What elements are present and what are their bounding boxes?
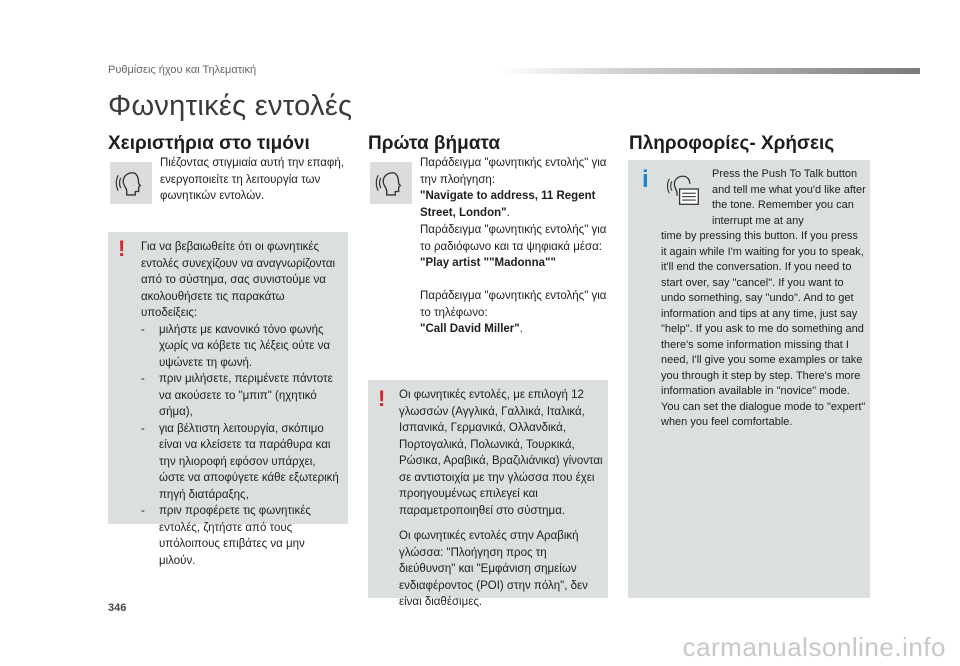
example-phone-text: Παράδειγμα "φωνητικής εντολής" για το τηλέφωνο: [420, 290, 607, 319]
col1-title: Χειριστήρια στο τιμόνι [108, 133, 310, 154]
example-media-command: "Play artist ""Madonna"" [420, 257, 556, 269]
languages-note: Οι φωνητικές εντολές, με επιλογή 12 γλωσσών (Αγγλικά, Γαλλικά, Ιταλικά, Ισπανικά, Γερμανικά, Ολλανδικά, Πορτογαλικά, Πολωνικά, Τουρκικά, Ρώσικα, Αραβικά, Βραζιλιάνικα) γίνονται σε αντιστοιχία με την γλώσσα που έχει προηγουμένως επιλεγεί και παραμετροποιηθεί στο σύστημα. [399, 389, 603, 517]
info-text-head: Press the Push To Talk button and tell me what you'd like after the tone. Remember you can interrupt me at any [712, 168, 866, 227]
list-item: - μιλήστε με κανονικό τόνο φωνής χωρίς να κόβετε τις λέξεις ούτε να υψώνετε τη φωνή. [141, 322, 341, 372]
list-item: - για βέλτιστη λειτουργία, σκόπιμο είναι να κλείσετε τα παράθυρα και την ηλιοροφή εφόσον υπάρχει, ώστε να αποφύγετε κάθε εξωτερική πηγή διατάραξης, [141, 421, 341, 504]
col2-warning-content [399, 387, 603, 611]
example-navigation-command: "Navigate to address, 11 Regent Street, London" [420, 190, 596, 219]
col1-warning-intro: Για να βεβαιωθείτε ότι οι φωνητικές εντολές συνεχίζουν να αναγνωρίζονται από το σύστημα, σας συνιστούμε να ακολουθήσετε τις παρακάτω υποδείξεις: [141, 241, 336, 319]
example-navigation: Παράδειγμα "φωνητικής εντολής" για την πλοήγηση: "Navigate to address, 11 Regent Street, London". [420, 155, 610, 221]
speaking-head-icon [114, 166, 148, 200]
example-phone-command: "Call David Miller" [420, 323, 520, 335]
voice-command-icon [110, 162, 152, 204]
voice-command-icon [370, 162, 412, 204]
info-icon: i [642, 166, 649, 193]
warning-exclamation-icon: ! [118, 236, 126, 261]
list-item: - πριν προφέρετε τις φωνητικές εντολές, ζητήστε από τους υπόλοιπους επιβάτες να μην μιλούν. [141, 503, 341, 569]
speaking-head-screen-icon [666, 172, 700, 206]
section-header: Ρυθμίσεις ήχου και Τηλεματική [108, 64, 257, 76]
header-divider-bar [500, 68, 920, 74]
col1-intro-text: Πιέζοντας στιγμιαία αυτή την επαφή, ενεργοποιείτε τη λειτουργία των φωνητικών εντολών. [160, 157, 344, 202]
arabic-note: Οι φωνητικές εντολές στην Αραβική γλώσσα: "Πλοήγηση προς τη διεύθυνση" και "Εμφάνιση σημείων ενδιαφέροντος (POI) στην πόλη", δεν είναι διαθέσιμες. [399, 530, 588, 608]
example-phone: Παράδειγμα "φωνητικής εντολής" για το τηλέφωνο: "Call David Miller". [420, 288, 610, 338]
list-item: - πριν μιλήσετε, περιμένετε πάντοτε να ακούσετε το "μπιπ" (ηχητικό σήμα), [141, 371, 341, 421]
page-number: 346 [108, 602, 127, 614]
watermark: carmanualsonline.info [682, 632, 946, 662]
col1-warning-content [141, 239, 341, 569]
voice-info-icon [662, 168, 704, 210]
col2-title: Πρώτα βήματα [368, 133, 501, 154]
info-text-body: time by pressing this button. If you press it again while I'm waiting for you to speak, it'll end the conversation. If you need to start over, say "cancel". If you want to undo something, say "undo". And to get information and tips at any time, just say "help". If you ask to me do something and there's some information missing that I need, I'll give you some examples or take you through it step by step. There's more information available in "novice" mode. You can set the dialogue mode to "expert" when you feel comfortable. [661, 230, 866, 428]
col3-title: Πληροφορίες- Χρήσεις [629, 133, 835, 154]
example-media-text: Παράδειγμα "φωνητικής εντολής" για το ραδιόφωνο και τα ψηφιακά μέσα: [420, 224, 607, 253]
example-media [420, 222, 610, 272]
warning-exclamation-icon: ! [378, 386, 386, 411]
page-title: Φωνητικές εντολές [108, 90, 353, 122]
example-navigation-text: Παράδειγμα "φωνητικής εντολής" για την πλοήγηση: [420, 157, 607, 186]
speaking-head-icon [374, 166, 408, 200]
col1-warning-list [141, 322, 341, 570]
